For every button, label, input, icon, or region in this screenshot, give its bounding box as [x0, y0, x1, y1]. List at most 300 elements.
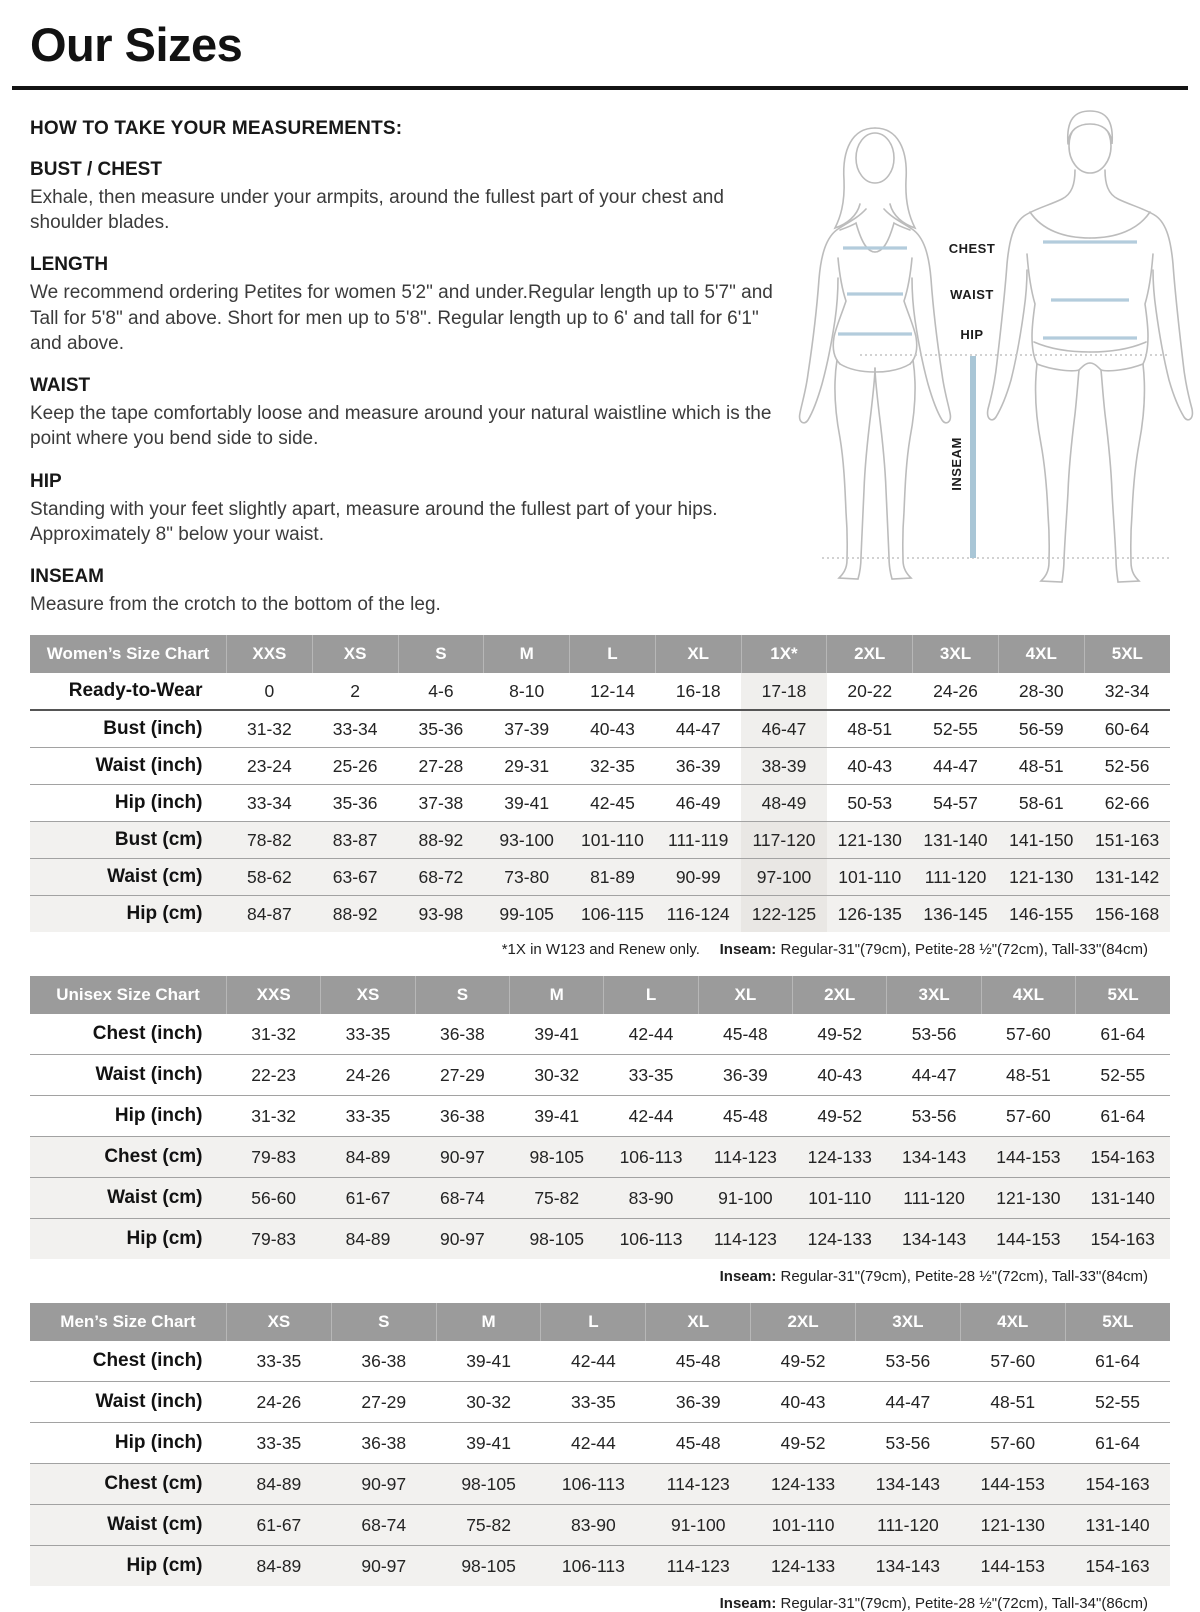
row-label: Waist (inch): [30, 1382, 227, 1423]
table-row: [30, 748, 1170, 785]
size-cell: 48-51: [981, 1055, 1075, 1096]
waist-label: WAIST: [950, 287, 994, 302]
size-cell: 36-39: [655, 748, 741, 785]
row-label: Ready-to-Wear: [30, 673, 227, 710]
inseam-note-text: Regular-31"(79cm), Petite-28 ½"(72cm), Tall-33"(84cm): [776, 1268, 1148, 1286]
size-cell: 111-120: [913, 859, 999, 896]
size-cell: 63-67: [312, 859, 398, 896]
column-header-2xl: 2XL: [827, 635, 913, 673]
woman-hair-left: [835, 128, 875, 228]
size-cell: 45-48: [698, 1014, 792, 1055]
size-cell: 30-32: [510, 1055, 604, 1096]
size-cell: 33-34: [227, 785, 313, 822]
size-cell: 45-48: [646, 1341, 751, 1382]
size-cell: 114-123: [698, 1137, 792, 1178]
size-cell: 50-53: [827, 785, 913, 822]
table-row: [30, 1055, 1170, 1096]
size-cell: 61-67: [227, 1505, 332, 1546]
mens-size-table: [30, 1303, 1170, 1586]
size-cell: 131-140: [1065, 1505, 1170, 1546]
size-cell: 101-110: [570, 822, 656, 859]
column-header-4xl: 4XL: [960, 1303, 1065, 1341]
column-header-xs: XS: [227, 1303, 332, 1341]
size-cell: 45-48: [646, 1423, 751, 1464]
size-cell: 39-41: [510, 1014, 604, 1055]
size-cell: 32-35: [570, 748, 656, 785]
size-cell: 56-60: [227, 1178, 321, 1219]
size-cell: 144-153: [960, 1464, 1065, 1505]
size-cell: 121-130: [998, 859, 1084, 896]
column-header-m: M: [510, 976, 604, 1014]
man-figure: [988, 111, 1193, 582]
size-cell: 33-35: [321, 1014, 415, 1055]
size-cell: 98-105: [436, 1464, 541, 1505]
size-cell: 44-47: [655, 710, 741, 748]
size-cell: 31-32: [227, 1096, 321, 1137]
column-header-s: S: [331, 1303, 436, 1341]
column-header-5xl: 5XL: [1065, 1303, 1170, 1341]
size-cell: 68-74: [415, 1178, 509, 1219]
size-cell: 36-38: [415, 1014, 509, 1055]
unisex-size-table: [30, 976, 1170, 1259]
size-cell: 33-35: [541, 1382, 646, 1423]
size-cell: 42-45: [570, 785, 656, 822]
row-label: Hip (cm): [30, 1546, 227, 1587]
size-cell: 48-51: [998, 748, 1084, 785]
section-label-waist: WAIST: [30, 375, 91, 397]
size-cell: 23-24: [227, 748, 313, 785]
size-cell: 114-123: [698, 1219, 792, 1260]
table-row: [30, 1464, 1170, 1505]
row-label: Bust (inch): [30, 710, 227, 748]
size-cell: 121-130: [981, 1178, 1075, 1219]
column-header-l: L: [604, 976, 698, 1014]
row-label: Hip (inch): [30, 1096, 227, 1137]
size-cell: 33-35: [227, 1423, 332, 1464]
size-cell: 52-55: [913, 710, 999, 748]
column-header-3xl: 3XL: [887, 976, 981, 1014]
size-cell: 75-82: [510, 1178, 604, 1219]
size-cell: 61-64: [1076, 1096, 1170, 1137]
size-cell: 36-38: [331, 1341, 436, 1382]
size-cell: 106-113: [604, 1137, 698, 1178]
page-title: Our Sizes: [30, 18, 243, 71]
size-cell: 27-29: [415, 1055, 509, 1096]
size-cell: 52-55: [1076, 1055, 1170, 1096]
section-label-hip: HIP: [30, 470, 62, 492]
size-cell: 27-28: [398, 748, 484, 785]
size-cell: 31-32: [227, 710, 313, 748]
size-cell: 91-100: [646, 1505, 751, 1546]
size-cell: 114-123: [646, 1546, 751, 1587]
table-title: Unisex Size Chart: [30, 976, 227, 1014]
column-header-3xl: 3XL: [855, 1303, 960, 1341]
section-text-inseam: Measure from the crotch to the bottom of the leg.: [30, 594, 441, 616]
size-cell: 53-56: [855, 1341, 960, 1382]
size-cell: 40-43: [570, 710, 656, 748]
size-cell: 151-163: [1084, 822, 1170, 859]
size-cell: 45-48: [698, 1096, 792, 1137]
size-cell: 144-153: [960, 1546, 1065, 1587]
title-divider: [12, 86, 1188, 90]
row-label: Waist (cm): [30, 1178, 227, 1219]
size-cell: 58-61: [998, 785, 1084, 822]
size-cell: 20-22: [827, 673, 913, 710]
inseam-note-text: Regular-31"(79cm), Petite-28 ½"(72cm), Tall-33"(84cm): [776, 941, 1148, 959]
row-label: Chest (inch): [30, 1341, 227, 1382]
size-cell: 37-38: [398, 785, 484, 822]
column-header-s: S: [415, 976, 509, 1014]
section-text-length: We recommend ordering Petites for women 5'2" and under.Regular length up to 5'7" and Tall for 5'8" and above. Short for men up to 5'8". Regular length up to 6' and tall for 6'1" and above.: [30, 282, 773, 354]
size-cell: 57-60: [960, 1423, 1065, 1464]
size-cell: 91-100: [698, 1178, 792, 1219]
unisex-inseam-note: [720, 1268, 1170, 1285]
size-cell: 106-113: [541, 1546, 646, 1587]
section-text-waist: Keep the tape comfortably loose and measure around your natural waistline which is the point where you bend side to side.: [30, 403, 772, 450]
size-cell: 35-36: [398, 710, 484, 748]
size-cell: 60-64: [1084, 710, 1170, 748]
section-text-bust-chest: Exhale, then measure under your armpits, around the fullest part of your chest and shoulder blades.: [30, 186, 724, 234]
row-label: Hip (cm): [30, 1219, 227, 1260]
size-cell: 81-89: [570, 859, 656, 896]
size-cell: 154-163: [1076, 1137, 1170, 1178]
size-cell: 154-163: [1065, 1464, 1170, 1505]
size-cell: 39-41: [436, 1341, 541, 1382]
table-row: [30, 1137, 1170, 1178]
size-cell: 131-140: [913, 822, 999, 859]
size-cell: 42-44: [541, 1423, 646, 1464]
size-cell: 106-113: [541, 1464, 646, 1505]
size-cell: 79-83: [227, 1219, 321, 1260]
size-cell: 27-29: [331, 1382, 436, 1423]
unisex-table-footnotes: [30, 1268, 1170, 1285]
inseam-label: INSEAM: [949, 437, 964, 491]
size-cell: 84-89: [227, 1464, 332, 1505]
woman-figure: [800, 128, 951, 579]
inseam-bar: [970, 356, 976, 558]
size-cell: 57-60: [981, 1096, 1075, 1137]
size-cell: 141-150: [998, 822, 1084, 859]
size-cell: 40-43: [827, 748, 913, 785]
row-label: Chest (cm): [30, 1464, 227, 1505]
size-cell: 90-97: [331, 1464, 436, 1505]
section-label-bust-chest: BUST / CHEST: [30, 158, 162, 180]
size-cell: 90-97: [331, 1546, 436, 1587]
row-label: Hip (cm): [30, 896, 227, 933]
size-cell: 42-44: [541, 1341, 646, 1382]
column-header-5xl: 5XL: [1084, 635, 1170, 673]
size-cell: 32-34: [1084, 673, 1170, 710]
size-cell: 54-57: [913, 785, 999, 822]
size-cell: 30-32: [436, 1382, 541, 1423]
size-cell: 16-18: [655, 673, 741, 710]
section-text-hip: Standing with your feet slightly apart, measure around the fullest part of your hips. Approximately 8" below your waist.: [30, 498, 718, 545]
size-cell: 79-83: [227, 1137, 321, 1178]
body-measurement-illustration: [780, 106, 1200, 602]
row-label: Hip (inch): [30, 1423, 227, 1464]
size-cell: 31-32: [227, 1014, 321, 1055]
column-header-l: L: [541, 1303, 646, 1341]
column-header-xl: XL: [646, 1303, 751, 1341]
measurement-instructions: [30, 118, 778, 618]
size-cell: 42-44: [604, 1014, 698, 1055]
size-cell: 124-133: [793, 1137, 887, 1178]
size-cell: 134-143: [887, 1137, 981, 1178]
column-header-m: M: [436, 1303, 541, 1341]
size-cell: 48-51: [827, 710, 913, 748]
size-cell: 131-142: [1084, 859, 1170, 896]
table-row: [30, 1178, 1170, 1219]
size-cell: 53-56: [855, 1423, 960, 1464]
size-cell: 36-38: [415, 1096, 509, 1137]
row-label: Hip (inch): [30, 785, 227, 822]
size-cell: 83-90: [541, 1505, 646, 1546]
size-cell: 29-31: [484, 748, 570, 785]
column-header-4xl: 4XL: [981, 976, 1075, 1014]
measurement-figure: [780, 106, 1200, 602]
table-row: [30, 785, 1170, 822]
size-cell: 8-10: [484, 673, 570, 710]
size-cell: 84-89: [321, 1219, 415, 1260]
mens-table-footnotes: [30, 1595, 1170, 1612]
size-cell: 4-6: [398, 673, 484, 710]
size-cell: 53-56: [887, 1096, 981, 1137]
inseam-note-text: Regular-31"(79cm), Petite-28 ½"(72cm), Tall-34"(86cm): [776, 1595, 1148, 1612]
row-label: Waist (cm): [30, 1505, 227, 1546]
size-cell: 93-98: [398, 896, 484, 933]
size-cell: 73-80: [484, 859, 570, 896]
size-cell: 124-133: [751, 1546, 856, 1587]
table-row: [30, 673, 1170, 710]
size-cell: 111-119: [655, 822, 741, 859]
size-cell: 106-115: [570, 896, 656, 933]
size-cell: 83-87: [312, 822, 398, 859]
size-cell: 93-100: [484, 822, 570, 859]
size-cell: 48-49: [741, 785, 827, 822]
row-label: Waist (cm): [30, 859, 227, 896]
size-cell: 52-56: [1084, 748, 1170, 785]
size-cell: 49-52: [793, 1014, 887, 1055]
size-cell: 124-133: [751, 1464, 856, 1505]
column-header-3xl: 3XL: [913, 635, 999, 673]
size-cell: 49-52: [793, 1096, 887, 1137]
size-cell: 144-153: [981, 1219, 1075, 1260]
size-cell: 38-39: [741, 748, 827, 785]
womens-table-footnotes: [30, 941, 1170, 958]
table-title: Men’s Size Chart: [30, 1303, 227, 1341]
size-cell: 146-155: [998, 896, 1084, 933]
size-cell: 84-89: [321, 1137, 415, 1178]
column-header-l: L: [570, 635, 656, 673]
size-cell: 111-120: [887, 1178, 981, 1219]
woman-hair-right: [875, 128, 915, 228]
size-cell: 37-39: [484, 710, 570, 748]
size-cell: 90-97: [415, 1137, 509, 1178]
table-row: [30, 710, 1170, 748]
column-header-1x: 1X*: [741, 635, 827, 673]
size-cell: 48-51: [960, 1382, 1065, 1423]
size-cell: 33-35: [227, 1341, 332, 1382]
size-cell: 17-18: [741, 673, 827, 710]
size-cell: 121-130: [827, 822, 913, 859]
size-cell: 57-60: [960, 1341, 1065, 1382]
column-header-xl: XL: [655, 635, 741, 673]
size-cell: 33-35: [604, 1055, 698, 1096]
table-row: [30, 1219, 1170, 1260]
size-cell: 78-82: [227, 822, 313, 859]
column-header-4xl: 4XL: [998, 635, 1084, 673]
section-label-length: LENGTH: [30, 254, 109, 276]
size-cell: 68-74: [331, 1505, 436, 1546]
size-cell: 46-47: [741, 710, 827, 748]
table-row: [30, 896, 1170, 933]
size-cell: 99-105: [484, 896, 570, 933]
table-row: [30, 1546, 1170, 1587]
column-header-xxs: XXS: [227, 635, 313, 673]
size-cell: 83-90: [604, 1178, 698, 1219]
size-cell: 39-41: [436, 1423, 541, 1464]
size-cell: 33-35: [321, 1096, 415, 1137]
size-cell: 131-140: [1076, 1178, 1170, 1219]
table-row: [30, 1505, 1170, 1546]
size-cell: 154-163: [1076, 1219, 1170, 1260]
size-cell: 106-113: [604, 1219, 698, 1260]
row-label: Chest (cm): [30, 1137, 227, 1178]
size-cell: 44-47: [855, 1382, 960, 1423]
table-row: [30, 1341, 1170, 1382]
column-header-2xl: 2XL: [793, 976, 887, 1014]
size-cell: 61-64: [1076, 1014, 1170, 1055]
mens-inseam-note: [720, 1595, 1170, 1612]
size-cell: 98-105: [436, 1546, 541, 1587]
size-cell: 134-143: [887, 1219, 981, 1260]
size-cell: 0: [227, 673, 313, 710]
section-label-inseam: INSEAM: [30, 566, 104, 588]
size-cell: 111-120: [855, 1505, 960, 1546]
size-cell: 49-52: [751, 1341, 856, 1382]
size-cell: 61-64: [1065, 1423, 1170, 1464]
size-cell: 88-92: [312, 896, 398, 933]
size-cell: 35-36: [312, 785, 398, 822]
size-cell: 2: [312, 673, 398, 710]
size-cell: 61-67: [321, 1178, 415, 1219]
chest-label: CHEST: [948, 241, 996, 256]
size-cell: 126-135: [827, 896, 913, 933]
column-header-xl: XL: [698, 976, 792, 1014]
size-cell: 124-133: [793, 1219, 887, 1260]
size-cell: 90-99: [655, 859, 741, 896]
size-cell: 36-39: [698, 1055, 792, 1096]
size-cell: 36-38: [331, 1423, 436, 1464]
size-cell: 52-55: [1065, 1382, 1170, 1423]
size-cell: 44-47: [887, 1055, 981, 1096]
size-cell: 101-110: [793, 1178, 887, 1219]
table-row: [30, 1096, 1170, 1137]
size-cell: 24-26: [227, 1382, 332, 1423]
size-cell: 25-26: [312, 748, 398, 785]
size-cell: 56-59: [998, 710, 1084, 748]
size-cell: 136-145: [913, 896, 999, 933]
footnote-1x: *1X in W123 and Renew only.: [501, 941, 700, 959]
size-cell: 33-34: [312, 710, 398, 748]
size-cell: 101-110: [827, 859, 913, 896]
size-cell: 116-124: [655, 896, 741, 933]
size-cell: 144-153: [981, 1137, 1075, 1178]
size-cell: 134-143: [855, 1464, 960, 1505]
size-cell: 88-92: [398, 822, 484, 859]
size-cell: 36-39: [646, 1382, 751, 1423]
womens-inseam-note: [720, 941, 1170, 958]
column-header-xs: XS: [321, 976, 415, 1014]
size-cell: 40-43: [793, 1055, 887, 1096]
column-header-m: M: [484, 635, 570, 673]
size-cell: 58-62: [227, 859, 313, 896]
size-cell: 90-97: [415, 1219, 509, 1260]
table-row: [30, 1423, 1170, 1464]
row-label: Bust (cm): [30, 822, 227, 859]
row-label: Waist (inch): [30, 748, 227, 785]
size-cell: 84-89: [227, 1546, 332, 1587]
hip-label: HIP: [960, 327, 984, 342]
size-cell: 46-49: [655, 785, 741, 822]
table-row: [30, 1014, 1170, 1055]
size-cell: 101-110: [751, 1505, 856, 1546]
size-cell: 134-143: [855, 1546, 960, 1587]
inseam-note-label: Inseam:: [719, 1595, 777, 1612]
size-cell: 68-72: [398, 859, 484, 896]
inseam-note-label: Inseam:: [719, 1268, 777, 1286]
column-header-2xl: 2XL: [751, 1303, 856, 1341]
row-label: Chest (inch): [30, 1014, 227, 1055]
womens-size-table: [30, 635, 1170, 932]
column-header-xxs: XXS: [227, 976, 321, 1014]
size-cell: 12-14: [570, 673, 656, 710]
column-header-xs: XS: [312, 635, 398, 673]
size-cell: 44-47: [913, 748, 999, 785]
size-cell: 28-30: [998, 673, 1084, 710]
size-cell: 117-120: [741, 822, 827, 859]
size-cell: 40-43: [751, 1382, 856, 1423]
size-cell: 62-66: [1084, 785, 1170, 822]
table-row: [30, 1382, 1170, 1423]
column-header-s: S: [398, 635, 484, 673]
size-cell: 57-60: [981, 1014, 1075, 1055]
size-cell: 39-41: [510, 1096, 604, 1137]
size-cell: 122-125: [741, 896, 827, 933]
inseam-note-label: Inseam:: [719, 941, 777, 959]
row-label: Waist (inch): [30, 1055, 227, 1096]
size-cell: 75-82: [436, 1505, 541, 1546]
size-cell: 39-41: [484, 785, 570, 822]
size-cell: 156-168: [1084, 896, 1170, 933]
table-title: Women’s Size Chart: [30, 635, 227, 673]
column-header-5xl: 5XL: [1076, 976, 1170, 1014]
size-cell: 24-26: [321, 1055, 415, 1096]
table-row: [30, 822, 1170, 859]
size-cell: 98-105: [510, 1137, 604, 1178]
size-cell: 121-130: [960, 1505, 1065, 1546]
size-cell: 49-52: [751, 1423, 856, 1464]
size-cell: 22-23: [227, 1055, 321, 1096]
howto-heading: HOW TO TAKE YOUR MEASUREMENTS:: [30, 117, 403, 139]
size-cell: 97-100: [741, 859, 827, 896]
size-cell: 114-123: [646, 1464, 751, 1505]
size-cell: 61-64: [1065, 1341, 1170, 1382]
table-row: [30, 859, 1170, 896]
size-cell: 84-87: [227, 896, 313, 933]
man-hair: [1068, 111, 1113, 144]
woman-head: [856, 133, 894, 183]
